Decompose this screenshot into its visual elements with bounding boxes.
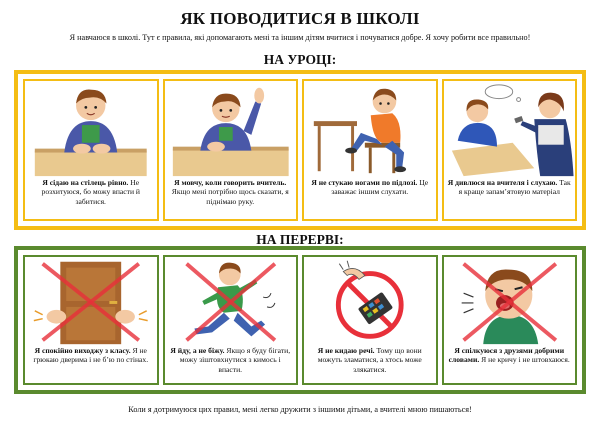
- rule-text: Якщо мені потрібно щось сказати, я піднімаю руку.: [171, 187, 289, 206]
- page-title: ЯК ПОВОДИТИСЯ В ШКОЛІ: [180, 9, 420, 28]
- rule-caption: [444, 345, 576, 383]
- boy-shouting-crossed-illustration: [444, 257, 576, 345]
- rule-bold-text: Я спокійно виходжу з класу.: [34, 346, 131, 355]
- rule-card-kind-words: [442, 255, 578, 385]
- rule-card-leave-calmly: [23, 255, 159, 385]
- no-throwing-sign-illustration: [304, 257, 436, 345]
- rule-bold-text: Я не стукаю ногами по підлозі.: [311, 178, 418, 187]
- rule-text: Так я краще запам’ятовую матеріал: [458, 178, 571, 197]
- boy-on-stool-illustration: [304, 81, 436, 177]
- rule-text: Не розхитуюся, бо можу впасти й забитися.: [41, 178, 140, 206]
- boy-sitting-at-desk-illustration: [25, 81, 157, 177]
- break-section-title: НА ПЕРЕРВІ:: [256, 232, 344, 247]
- boy-running-crossed-illustration: [165, 257, 297, 345]
- break-rules-frame: [14, 246, 586, 394]
- rule-text: Тому що вони можуть зламатися, а хтось може злякатися.: [317, 346, 422, 374]
- rule-card-listen-teacher: [442, 79, 578, 221]
- lesson-rules-frame: [14, 70, 586, 230]
- rule-card-raise-hand: [163, 79, 299, 221]
- rule-card-walk-not-run: [163, 255, 299, 385]
- rule-bold-text: Я не кидаю речі.: [317, 346, 375, 355]
- rule-caption: [25, 345, 157, 383]
- rule-card-no-stomping: [302, 79, 438, 221]
- rule-card-sit-straight: [23, 79, 159, 221]
- rule-caption: [165, 345, 297, 383]
- rule-caption: [304, 177, 436, 219]
- rule-text: Я не кричу і не штовхаюся.: [481, 355, 570, 365]
- intro-text: Я навчаюся в школі. Тут є правила, які допомагають мені та іншим дітям вчитися і почуватися добре. Я хочу робити все правильно!: [69, 33, 531, 42]
- rule-text: Я не грюкаю дверима і не б’ю по стінах.: [33, 346, 149, 365]
- rule-caption: [165, 177, 297, 219]
- rule-text: Якщо я буду бігати, можу зіштовхнутися з кимось і впасти.: [179, 346, 291, 374]
- rule-caption: [25, 177, 157, 219]
- door-banging-crossed-illustration: [25, 257, 157, 345]
- rule-bold-text: Я спілкуюся з друзями добрими словами.: [448, 346, 565, 365]
- rule-card-no-throwing: [302, 255, 438, 385]
- rule-bold-text: Я мовчу, коли говорить вчитель.: [174, 178, 287, 187]
- teacher-and-boy-illustration: [444, 81, 576, 177]
- rule-text: Це заважає іншим слухати.: [331, 178, 429, 197]
- rule-bold-text: Я сідаю на стілець рівно.: [42, 178, 129, 187]
- boy-raising-hand-illustration: [165, 81, 297, 177]
- rule-caption: [444, 177, 576, 219]
- rule-bold-text: Я йду, а не біжу.: [170, 346, 225, 355]
- lesson-section-title: НА УРОЦІ:: [263, 52, 337, 67]
- rule-bold-text: Я дивлюся на вчителя і слухаю.: [447, 178, 558, 187]
- rule-caption: [304, 345, 436, 383]
- footer-text: Коли я дотримуюся цих правил, мені легко дружити з іншими дітьми, а вчителі мною пишаються!: [128, 405, 472, 414]
